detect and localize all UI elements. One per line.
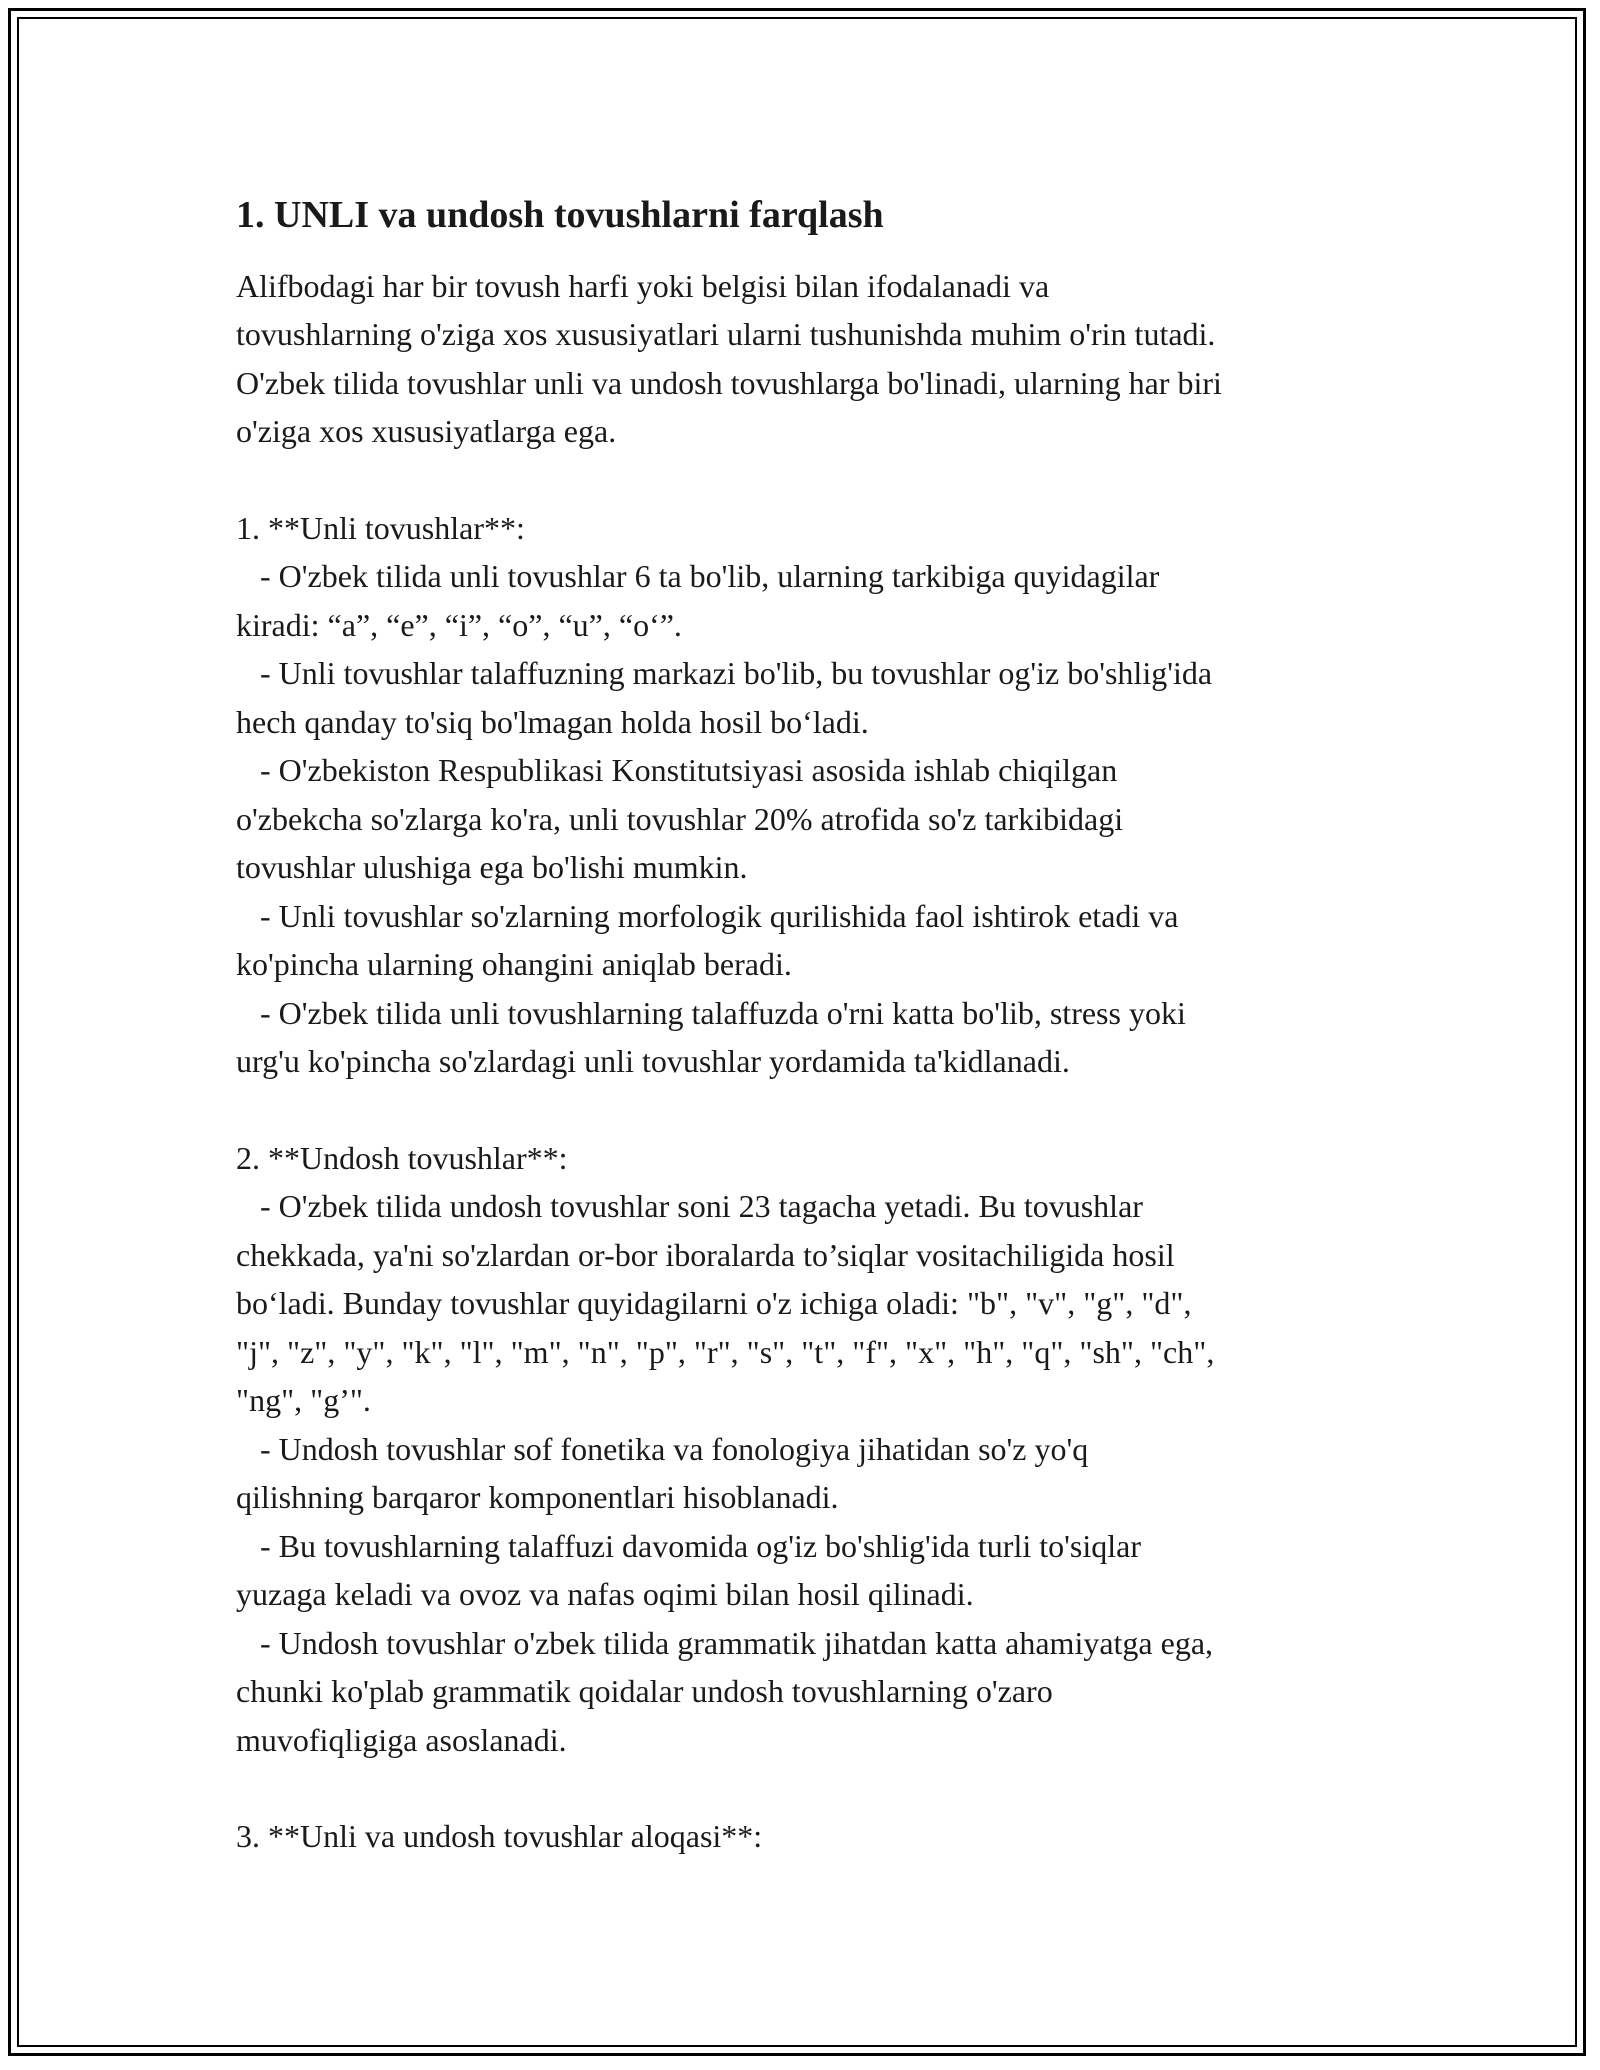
document-body [236, 180, 1386, 1861]
list-item: - Undosh tovushlar sof fonetika va fonologiya jihatidan so'z yo'q qilishning barqaror komponentlari hisoblanadi. [236, 1430, 1089, 1515]
list-item: - Bu tovushlarning talaffuzi davomida og'iz bo'shlig'ida turli to'siqlar yuzaga keladi va ovoz va nafas oqimi bilan hosil qilinadi. [236, 1527, 1141, 1612]
section-aloqa [236, 1812, 1386, 1861]
spacer [236, 1764, 1386, 1812]
section-heading: 3. **Unli va undosh tovushlar aloqasi**: [236, 1818, 763, 1854]
intro-paragraph: Alifbodagi har bir tovush harfi yoki belgisi bilan ifodalanadi va tovushlarning o'ziga xos xususiyatlari ularni tushunishda muhim o'rin tutadi. O'zbek tilida tovushlar unli va undosh tovushlarga bo'linadi, ularning har biri o'ziga xos xususiyatlarga ega. [236, 267, 1222, 449]
list-item: - O'zbek tilida unli tovushlar 6 ta bo'lib, ularning tarkibiga quyidagilar kiradi: “a”, “e”, “i”, “o”, “u”, “o‘”. [236, 558, 1160, 643]
spacer [236, 456, 1386, 504]
section-undosh [236, 1134, 1386, 1765]
list-item: - O'zbekiston Respublikasi Konstitutsiyasi asosida ishlab chiqilgan o'zbekcha so'zlarga ko'ra, unli tovushlar 20% atrofida so'z tarkibidagi tovushlar ulushiga ega bo'lishi mumkin. [236, 752, 1124, 885]
section-heading: 1. **Unli tovushlar**: [236, 509, 525, 546]
list-item: - Unli tovushlar so'zlarning morfologik qurilishida faol ishtirok etadi va ko'pincha ularning ohangini aniqlab beradi. [236, 897, 1179, 982]
section-heading: 2. **Undosh tovushlar**: [236, 1139, 568, 1176]
list-item: - Unli tovushlar talaffuzning markazi bo'lib, bu tovushlar og'iz bo'shlig'ida hech qanday to'siq bo'lmagan holda hosil bo‘ladi. [236, 655, 1213, 740]
list-item: - Undosh tovushlar o'zbek tilida grammatik jihatdan katta ahamiyatga ega, chunki ko'plab grammatik qoidalar undosh tovushlarning o'zaro muvofiqligiga asoslanadi. [236, 1624, 1214, 1758]
list-item: - O'zbek tilida undosh tovushlar soni 23 tagacha yetadi. Bu tovushlar chekkada, ya'ni so'zlardan or-bor iboralarda to’siqlar vositachiligida hosil bo‘ladi. Bunday tovushlar quyidagilarni o'z ichiga oladi: "b", "v", "g", "d", "j", "z", "y", "k", "l", "m", "n", "p", "r", "s", "t", "f", "x", "h", "q", "sh", "ch", "ng", "g’". [236, 1188, 1215, 1418]
document-title: 1. UNLI va undosh tovushlarni farqlash [236, 194, 884, 236]
spacer [236, 1086, 1386, 1134]
list-item: - O'zbek tilida unli tovushlarning talaffuzda o'rni katta bo'lib, stress yoki urg'u ko'pincha so'zlardagi unli tovushlar yordamida ta'kidlanadi. [236, 994, 1186, 1079]
section-unli [236, 504, 1386, 1086]
